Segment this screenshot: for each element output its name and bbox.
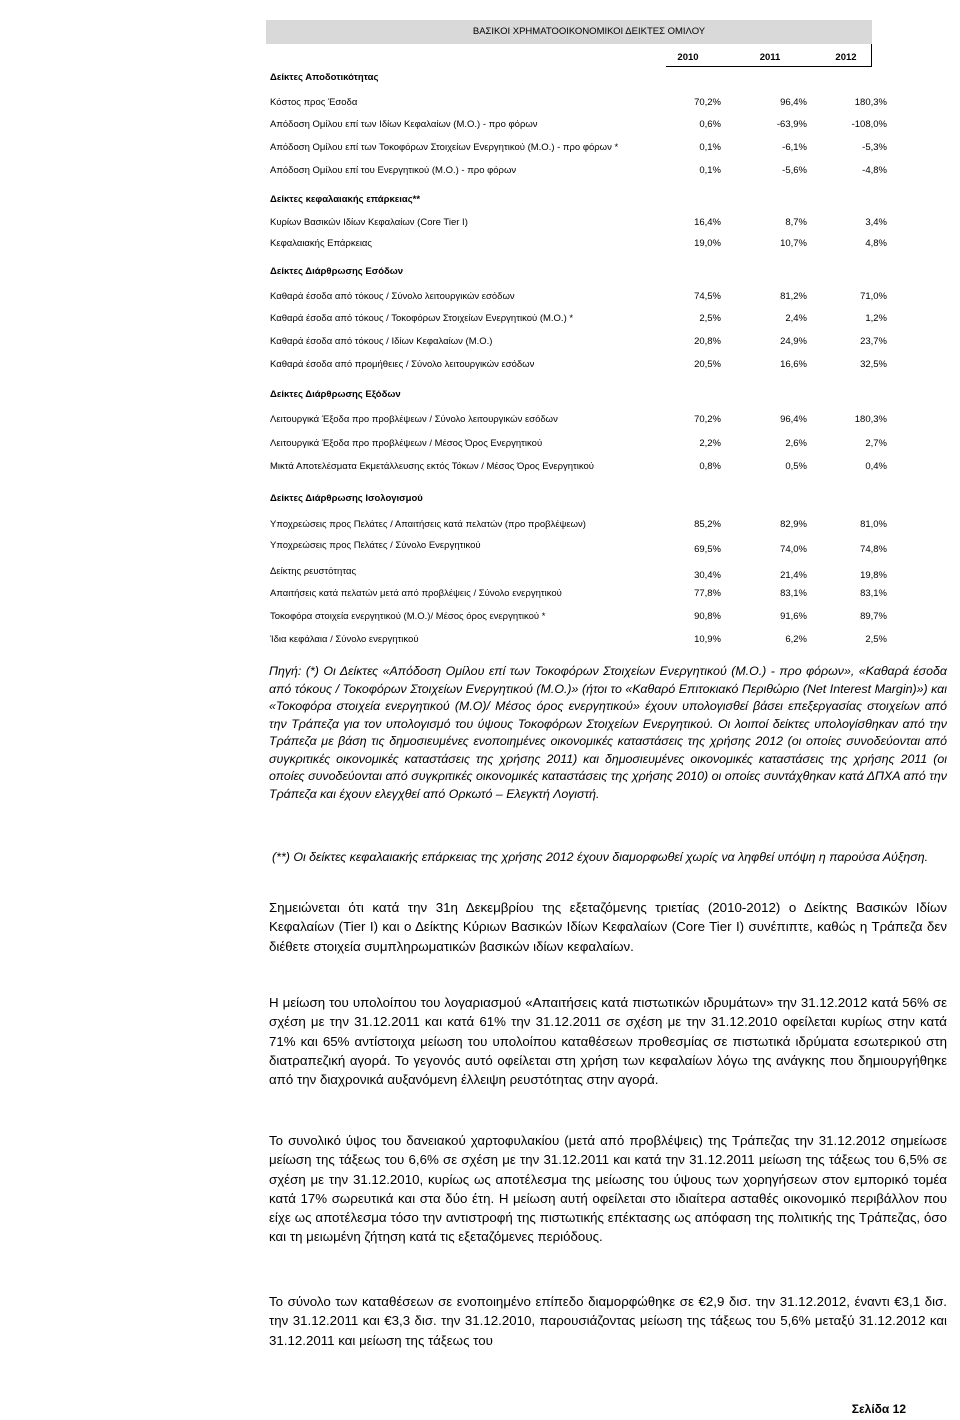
- row-label: Απόδοση Ομίλου επί των Τοκοφόρων Στοιχείων Ενεργητικού (Μ.Ο.) - προ φόρων *: [270, 142, 619, 153]
- cell-2012: 81,0%: [860, 519, 887, 530]
- table-row: [266, 610, 887, 624]
- cell-2010: 20,8%: [694, 336, 721, 347]
- row-label: Καθαρά έσοδα από τόκους / Ιδίων Κεφαλαίων (Μ.Ο.): [270, 336, 493, 347]
- row-label: Απόδοση Ομίλου επί του Ενεργητικού (Μ.Ο.) - προ φόρων: [270, 165, 517, 176]
- row-label: Καθαρά έσοδα από προμήθειες / Σύνολο λειτουργικών εσόδων: [270, 359, 535, 370]
- cell-2011: 8,7%: [785, 217, 807, 228]
- row-label: Δείκτης ρευστότητας: [270, 566, 357, 577]
- source-note: Πηγή: (*) Οι Δείκτες «Απόδοση Ομίλου επί των Τοκοφόρων Στοιχείων Ενεργητικού (Μ.Ο.) - προ φόρων», «Καθαρά έσοδα από τόκους / Τοκοφόρων Στοιχείων Ενεργητικού (Μ.Ο.)» (ήτοι το «Καθαρό Επιτοκιακό Περιθώριο (Net Interest Margin)») και «Τοκοφόρα στοιχεία ενεργητικού (Μ.Ο)/ Μέσος όρος ενεργητικού» έχουν υπολογισθεί βάσει επεξεργασίας στοιχείων από την Τράπεζα για τον υπολογισμό του ύψους Τοκοφόρων Στοιχείων Ενεργητικού. Οι λοιποί δείκτες υπολογίσθηκαν από την Τράπεζα με βάση τις δημοσιευμένες ενοποιημένες οικονομικές καταστάσεις της χρήσης 2012 (οι οποίες συνοδεύονται από συγκριτικές οικονομικές καταστάσεις της χρήσης 2011) και δημοσιευμένες οικονομικές καταστάσεις της χρήσης 2011 (οι οποίες συνοδεύονται από συγκριτικές οικονομικές καταστάσεις της χρήσης 2010) οι οποίες συντάχθηκαν κατά ΔΠΧΑ από την Τράπεζα και έχουν ελεγχθεί από Ορκωτό – Ελεγκτή Λογιστή.: [269, 664, 947, 801]
- cell-2012: 180,3%: [854, 414, 887, 425]
- row-label: Λειτουργικά Έξοδα προ προβλέψεων / Μέσος Όρος Ενεργητικού: [270, 438, 543, 449]
- cell-2012: 71,0%: [860, 291, 887, 302]
- row-label: Απαιτήσεις κατά πελατών μετά από προβλέψεις / Σύνολο ενεργητικού: [270, 588, 562, 599]
- cell-2010: 19,0%: [694, 238, 721, 249]
- table-row: [266, 164, 887, 178]
- row-label: Κεφαλαιακής Επάρκειας: [270, 238, 372, 249]
- cell-2010: 2,5%: [699, 313, 721, 324]
- cell-2010: 0,8%: [699, 461, 721, 472]
- cell-2010: 0,1%: [699, 142, 721, 153]
- cell-2011: 24,9%: [780, 336, 807, 347]
- cell-2011: 82,9%: [780, 519, 807, 530]
- body-paragraph: Το συνολικό ύψος του δανειακού χαρτοφυλακίου (μετά από προβλέψεις) της Τράπεζας την 31.12.2012 σημείωσε μείωση της τάξεως του 6,6% σε σχέση με την 31.12.2011 και κατά την 31.12.2011 μείωση της τάξεως του 6,5% σε σχέση με την 31.12.2010, κυρίως ως αποτέλεσμα της μείωσης του ύψους των χορηγήσεων στον εμπορικό τομέα κατά 17% σωρευτικά και στα δύο έτη. Η μείωση αυτή οφείλεται στο ιδιαίτερα ασταθές οικονομικό περιβάλλον που είχε ως αποτέλεσμα τόσο την αντιστροφή της πιστωτικής επέκτασης ως απόφαση της πολιτικής της Τράπεζας, όσο και τη μειωμένη ζήτηση κατά τις εξεταζόμενες περιόδους.: [269, 1133, 947, 1245]
- table-row: [266, 237, 887, 251]
- cell-2012: 0,4%: [865, 461, 887, 472]
- cell-2011: 10,7%: [780, 238, 807, 249]
- section-heading: Δείκτες Διάρθρωσης Εξόδων: [270, 389, 401, 400]
- cell-2011: -6,1%: [782, 142, 807, 153]
- cell-2011: 2,4%: [785, 313, 807, 324]
- cell-2012: -108,0%: [851, 119, 887, 130]
- row-label: Μικτά Αποτελέσματα Εκμετάλλευσης εκτός Τόκων / Μέσος Όρος Ενεργητικού: [270, 461, 594, 472]
- cell-2011: 83,1%: [780, 588, 807, 599]
- table-row: [266, 413, 887, 427]
- row-label: Υποχρεώσεις προς Πελάτες / Σύνολο Ενεργητικού: [270, 540, 481, 551]
- cell-2010: 77,8%: [694, 588, 721, 599]
- cell-2011: 96,4%: [780, 97, 807, 108]
- table-row: [266, 460, 887, 474]
- row-label: Απόδοση Ομίλου επί των Ιδίων Κεφαλαίων (Μ.Ο.) - προ φόρων: [270, 119, 538, 130]
- capital-adequacy-note: (**) Οι δείκτες κεφαλαιακής επάρκειας της χρήσης 2012 έχουν διαμορφωθεί χωρίς να ληφθεί υπόψη η παρούσα Αύξηση.: [272, 850, 929, 864]
- year-header: 2010: [677, 52, 699, 63]
- table-row: [266, 118, 887, 132]
- cell-2010: 20,5%: [694, 359, 721, 370]
- row-label: Κυρίων Βασικών Ιδίων Κεφαλαίων (Core Tier I): [270, 217, 468, 228]
- ratios-table: [266, 20, 887, 645]
- header-underline: [666, 66, 872, 67]
- cell-2011: 2,6%: [785, 438, 807, 449]
- section-heading: Δείκτες Αποδοτικότητας: [270, 72, 379, 83]
- cell-2010: 69,5%: [694, 544, 721, 555]
- cell-2011: 74,0%: [780, 544, 807, 555]
- row-label: Κόστος προς Έσοδα: [270, 97, 358, 108]
- table-row: [266, 587, 887, 601]
- table-row: [266, 312, 887, 326]
- cell-2010: 0,6%: [699, 119, 721, 130]
- cell-2011: -5,6%: [782, 165, 807, 176]
- cell-2012: 180,3%: [854, 97, 887, 108]
- cell-2012: 74,8%: [860, 544, 887, 555]
- cell-2010: 10,9%: [694, 634, 721, 645]
- cell-2010: 90,8%: [694, 611, 721, 622]
- cell-2012: 1,2%: [865, 313, 887, 324]
- table-row: [266, 566, 887, 583]
- section-heading: Δείκτες Διάρθρωσης Εσόδων: [270, 266, 404, 277]
- row-label: Λειτουργικά Έξοδα προ προβλέψεων / Σύνολο λειτουργικών εσόδων: [270, 414, 558, 425]
- cell-2012: 3,4%: [865, 217, 887, 228]
- section-heading: Δείκτες κεφαλαιακής επάρκειας**: [270, 194, 421, 205]
- cell-2012: 4,8%: [865, 238, 887, 249]
- cell-2011: 91,6%: [780, 611, 807, 622]
- table-row: [266, 335, 887, 349]
- cell-2011: 6,2%: [785, 634, 807, 645]
- cell-2012: 19,8%: [860, 570, 887, 581]
- cell-2011: 21,4%: [780, 570, 807, 581]
- table-row: [266, 216, 887, 230]
- year-header-row: [266, 51, 872, 65]
- cell-2011: -63,9%: [776, 119, 807, 130]
- cell-2012: 2,7%: [865, 438, 887, 449]
- cell-2010: 16,4%: [694, 217, 721, 228]
- year-header: 2012: [835, 52, 857, 63]
- body-paragraph: Το σύνολο των καταθέσεων σε ενοποιημένο επίπεδο διαμορφώθηκε σε €2,9 δισ. την 31.12.2012, έναντι €3,1 δισ. την 31.12.2011 και €3,3 δισ. την 31.12.2010, παρουσιάζοντας μείωση της τάξεως του 5,6% μεταξύ 31.12.2012 και 31.12.2011 και μείωση της τάξεως του: [269, 1294, 947, 1348]
- cell-2011: 96,4%: [780, 414, 807, 425]
- cell-2012: 2,5%: [865, 634, 887, 645]
- year-header: 2011: [759, 52, 781, 63]
- table-row: [266, 96, 887, 110]
- cell-2010: 30,4%: [694, 570, 721, 581]
- row-label: Ίδια κεφάλαια / Σύνολο ενεργητικού: [270, 634, 419, 645]
- table-row: [266, 518, 887, 532]
- row-label: Καθαρά έσοδα από τόκους / Τοκοφόρων Στοιχείων Ενεργητικού (Μ.Ο.) *: [270, 313, 574, 324]
- cell-2011: 81,2%: [780, 291, 807, 302]
- section-heading: Δείκτες Διάρθρωσης Ισολογισμού: [270, 493, 423, 504]
- cell-2010: 85,2%: [694, 519, 721, 530]
- cell-2010: 0,1%: [699, 165, 721, 176]
- cell-2010: 2,2%: [699, 438, 721, 449]
- row-label: Τοκοφόρα στοιχεία ενεργητικού (Μ.Ο.)/ Μέσος όρος ενεργητικού *: [270, 611, 546, 622]
- table-row: [266, 290, 887, 304]
- row-label: Υποχρεώσεις προς Πελάτες / Απαιτήσεις κατά πελατών (προ προβλέψεων): [270, 519, 586, 530]
- table-row: [266, 141, 887, 155]
- table-title: ΒΑΣΙΚΟΙ ΧΡΗΜΑΤΟΟΙΚΟΝΟΜΙΚΟΙ ΔΕΙΚΤΕΣ ΟΜΙΛΟΥ: [266, 20, 872, 44]
- cell-2011: 0,5%: [785, 461, 807, 472]
- table-row: [266, 358, 887, 372]
- cell-2012: 32,5%: [860, 359, 887, 370]
- body-paragraph: Σημειώνεται ότι κατά την 31η Δεκεμβρίου της εξεταζόμενης τριετίας (2010-2012) ο Δείκτης Βασικών Ιδίων Κεφαλαίων (Tier I) και ο Δείκτης Κύριων Βασικών Ιδίων Κεφαλαίων (Core Tier I) συνέπιπτε, καθώς η Τράπεζα δεν διέθετε στοιχεία συμπληρωματικών βασικών ιδίων κεφαλαίων.: [269, 900, 947, 954]
- cell-2012: 83,1%: [860, 588, 887, 599]
- table-row: [266, 540, 887, 557]
- cell-2012: 89,7%: [860, 611, 887, 622]
- cell-2010: 70,2%: [694, 414, 721, 425]
- cell-2011: 16,6%: [780, 359, 807, 370]
- cell-2012: -5,3%: [862, 142, 887, 153]
- cell-2012: -4,8%: [862, 165, 887, 176]
- cell-2012: 23,7%: [860, 336, 887, 347]
- body-paragraph: Η μείωση του υπολοίπου του λογαριασμού «Απαιτήσεις κατά πιστωτικών ιδρυμάτων» την 31.12.2012 κατά 56% σε σχέση με την 31.12.2011 και κατά 61% την 31.12.2011 σε σχέση με την 31.12.2010 οφείλεται κυρίως στην κατά 71% και 65% αντίστοιχα μείωση του υπολοίπου καταθέσεων προθεσμίας σε πιστωτικά ιδρύματα εσωτερικού στη διατραπεζική αγορά. Το γεγονός αυτό οφείλεται στη χρήση των κεφαλαίων λόγω της ανάγκης που δημιουργήθηκε από την διαχρονικά αυξανόμενη έλλειψη ρευστότητας στην αγορά.: [269, 995, 947, 1088]
- cell-2010: 70,2%: [694, 97, 721, 108]
- row-label: Καθαρά έσοδα από τόκους / Σύνολο λειτουργικών εσόδων: [270, 291, 515, 302]
- table-row: [266, 437, 887, 451]
- page-number: Σελίδα 12: [851, 1402, 906, 1416]
- cell-2010: 74,5%: [694, 291, 721, 302]
- table-row: [266, 633, 887, 647]
